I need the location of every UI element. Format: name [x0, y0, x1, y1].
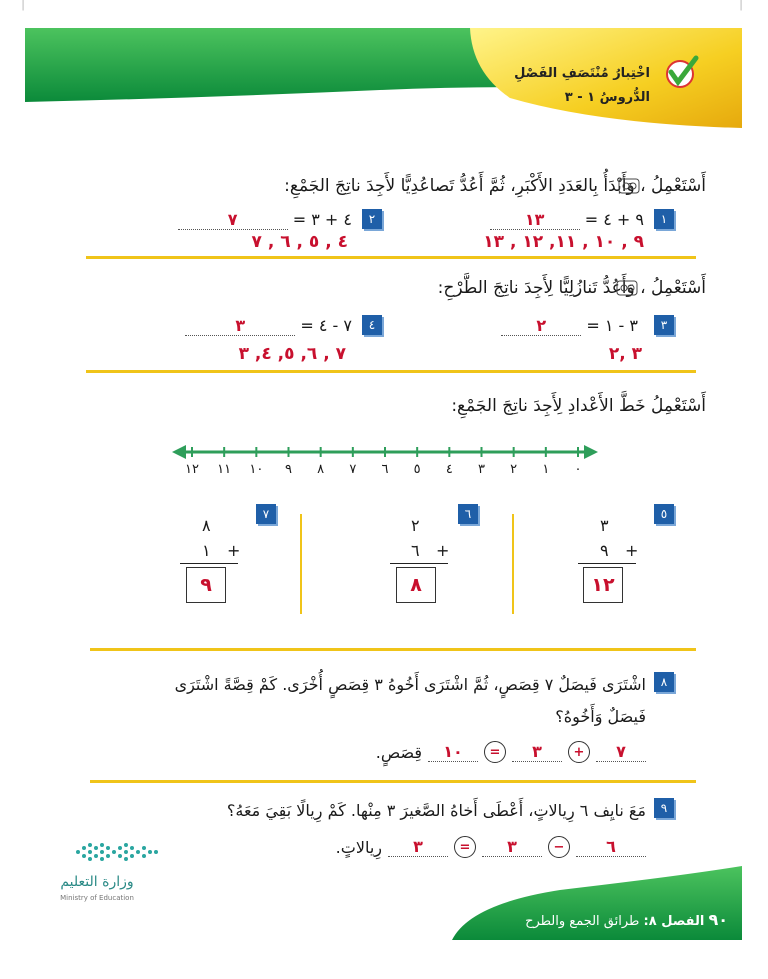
q5-answer: ١٢: [583, 567, 623, 603]
number-line-label: ٠: [574, 462, 582, 477]
q7-op: +: [227, 541, 241, 560]
number-line-label: ١: [542, 462, 550, 477]
footer-text: [525, 910, 728, 929]
question-number-7: ٧: [256, 504, 276, 524]
number-line-label: ٨: [317, 462, 325, 477]
q7-top: ٨: [202, 516, 211, 535]
q7-rule: [180, 563, 238, 564]
q1-expression: [490, 210, 644, 230]
header-subtitle: الدُّروسُ ١ - ٣: [564, 90, 650, 105]
q9-equation: [336, 836, 646, 858]
q4-answer: ٣: [185, 316, 295, 336]
q8-unit: قِصَصٍ.: [375, 742, 422, 762]
q4-count: ٧ , ٦, ٥, ٤, ٣: [238, 344, 346, 364]
chapter-label: الفصل ٨:: [643, 914, 705, 929]
number-line-label: ١٠: [249, 462, 264, 477]
q6-bottom: ٦: [411, 541, 420, 560]
number-line-label: ٥: [413, 462, 421, 477]
q3-count: ٣ ,٢: [608, 344, 642, 364]
q3-answer: ٢: [501, 316, 581, 336]
column-divider: [512, 514, 514, 614]
q1-answer: ١٣: [490, 210, 580, 230]
q7-answer: ٩: [186, 567, 226, 603]
divider: [86, 370, 696, 373]
q2-count: ٤ , ٥ , ٦ , ٧: [251, 232, 348, 252]
question-number-8: ٨: [654, 672, 674, 692]
question-number-2: ٢: [362, 209, 382, 229]
question-number-9: ٩: [654, 798, 674, 818]
q8-equation: [376, 741, 646, 763]
column-divider: [300, 514, 302, 614]
section2-instruction: أَسْتَعْمِلُ ، وَأَعُدُّ تَنازُلِيًّا لِأَجِدَ ناتِجَ الطَّرْحِ:: [437, 278, 706, 298]
q5-rule: [578, 563, 636, 564]
q4-expr: ٧ - ٤ =: [300, 316, 352, 335]
number-line-label: ١١: [217, 462, 232, 477]
minus-operator: −: [548, 836, 570, 858]
q7-bottom: ١: [202, 541, 211, 560]
number-line-label: ٧: [349, 462, 357, 477]
number-line-label: ٢: [510, 462, 518, 477]
question-number-5: ٥: [654, 504, 674, 524]
counters-icon: [618, 178, 640, 194]
divider: [86, 256, 696, 259]
number-line-label: ١٢: [185, 462, 199, 477]
q9-line1: مَعَ نايِف ٦ رِيالاتٍ، أَعْطَى أَخاهُ الصَّغيرَ ٣ مِنْها. كَمْ رِيالًا بَقِيَ مَعَهُ؟: [226, 801, 646, 820]
checkmark-icon: [660, 52, 700, 92]
number-line-label: ٤: [445, 462, 453, 477]
ministry-name-arabic: وزارة التعليم: [60, 874, 134, 890]
q8-b: ٣: [512, 742, 562, 762]
section3-instruction: أَسْتَعْمِلُ خَطَّ الأَعْدادِ لِأَجِدَ ناتِجَ الجَمْعِ:: [451, 396, 706, 416]
q5-top: ٣: [600, 516, 609, 535]
equals-operator: =: [454, 836, 476, 858]
q4-expression: [185, 316, 352, 336]
q1-count: ٩ , ١٠ , ١١, ١٢ , ١٣: [483, 232, 644, 252]
q5-op: +: [625, 541, 639, 560]
q9-unit: رِيالاتٍ.: [335, 837, 382, 857]
q8-line1: اشْتَرَى فَيصَلٌ ٧ قِصَصٍ، ثُمَّ اشْتَرَى أَخُوهُ ٣ قِصَصٍ أُخْرَى. كَمْ قِصَّةً اشْتَرَى: [174, 675, 646, 694]
header-title: اخْتِبارُ مُنْتَصَفِ الفَصْلِ: [514, 66, 650, 81]
header-band: [0, 0, 768, 140]
chapter-title: طرائق الجمع والطرح: [525, 914, 640, 929]
number-line-label: ٦: [381, 462, 389, 477]
question-number-6: ٦: [458, 504, 478, 524]
q3-expr: ٣ - ١ =: [586, 316, 638, 335]
q2-expression: [178, 210, 352, 230]
q8-result: ١٠: [428, 742, 478, 762]
number-line-label: ٩: [285, 462, 292, 477]
page-number: ٩٠: [708, 910, 728, 929]
equals-operator: =: [484, 741, 506, 763]
plus-operator: +: [568, 741, 590, 763]
q6-op: +: [436, 541, 450, 560]
question-number-3: ٣: [654, 315, 674, 335]
q2-expr: ٤ + ٣ =: [292, 210, 352, 229]
q9-a: ٦: [576, 837, 646, 857]
ministry-name-english: Ministry of Education: [60, 894, 134, 902]
q9-result: ٣: [388, 837, 448, 857]
question-number-1: ١: [654, 209, 674, 229]
divider: [90, 780, 696, 783]
q6-answer: ٨: [396, 567, 436, 603]
q6-rule: [390, 563, 448, 564]
number-line-labels: [170, 462, 600, 484]
question-number-4: ٤: [362, 315, 382, 335]
q6-top: ٢: [411, 516, 420, 535]
q8-line2: فَيصَلٌ وَأَخُوهُ؟: [555, 707, 646, 726]
q9-b: ٣: [482, 837, 542, 857]
number-line-label: ٣: [478, 462, 485, 477]
q2-answer: ٧: [178, 210, 288, 230]
section1-instruction: أَسْتَعْمِلُ ، وَأَبْدَأُ بِالعَدَدِ الأَكْبَرِ، ثُمَّ أَعُدُّ تَصاعُدِيًّا لأَجِدَ ناتِجَ الجَمْعِ:: [284, 176, 706, 196]
crop-mark: │: [738, 0, 745, 11]
q8-a: ٧: [596, 742, 646, 762]
counters-icon: [616, 280, 638, 296]
q3-expression: [501, 316, 638, 336]
q1-expr: ٩ + ٤ =: [584, 210, 644, 229]
q5-bottom: ٩: [600, 541, 609, 560]
crop-mark: │: [20, 0, 27, 11]
divider: [90, 648, 696, 651]
